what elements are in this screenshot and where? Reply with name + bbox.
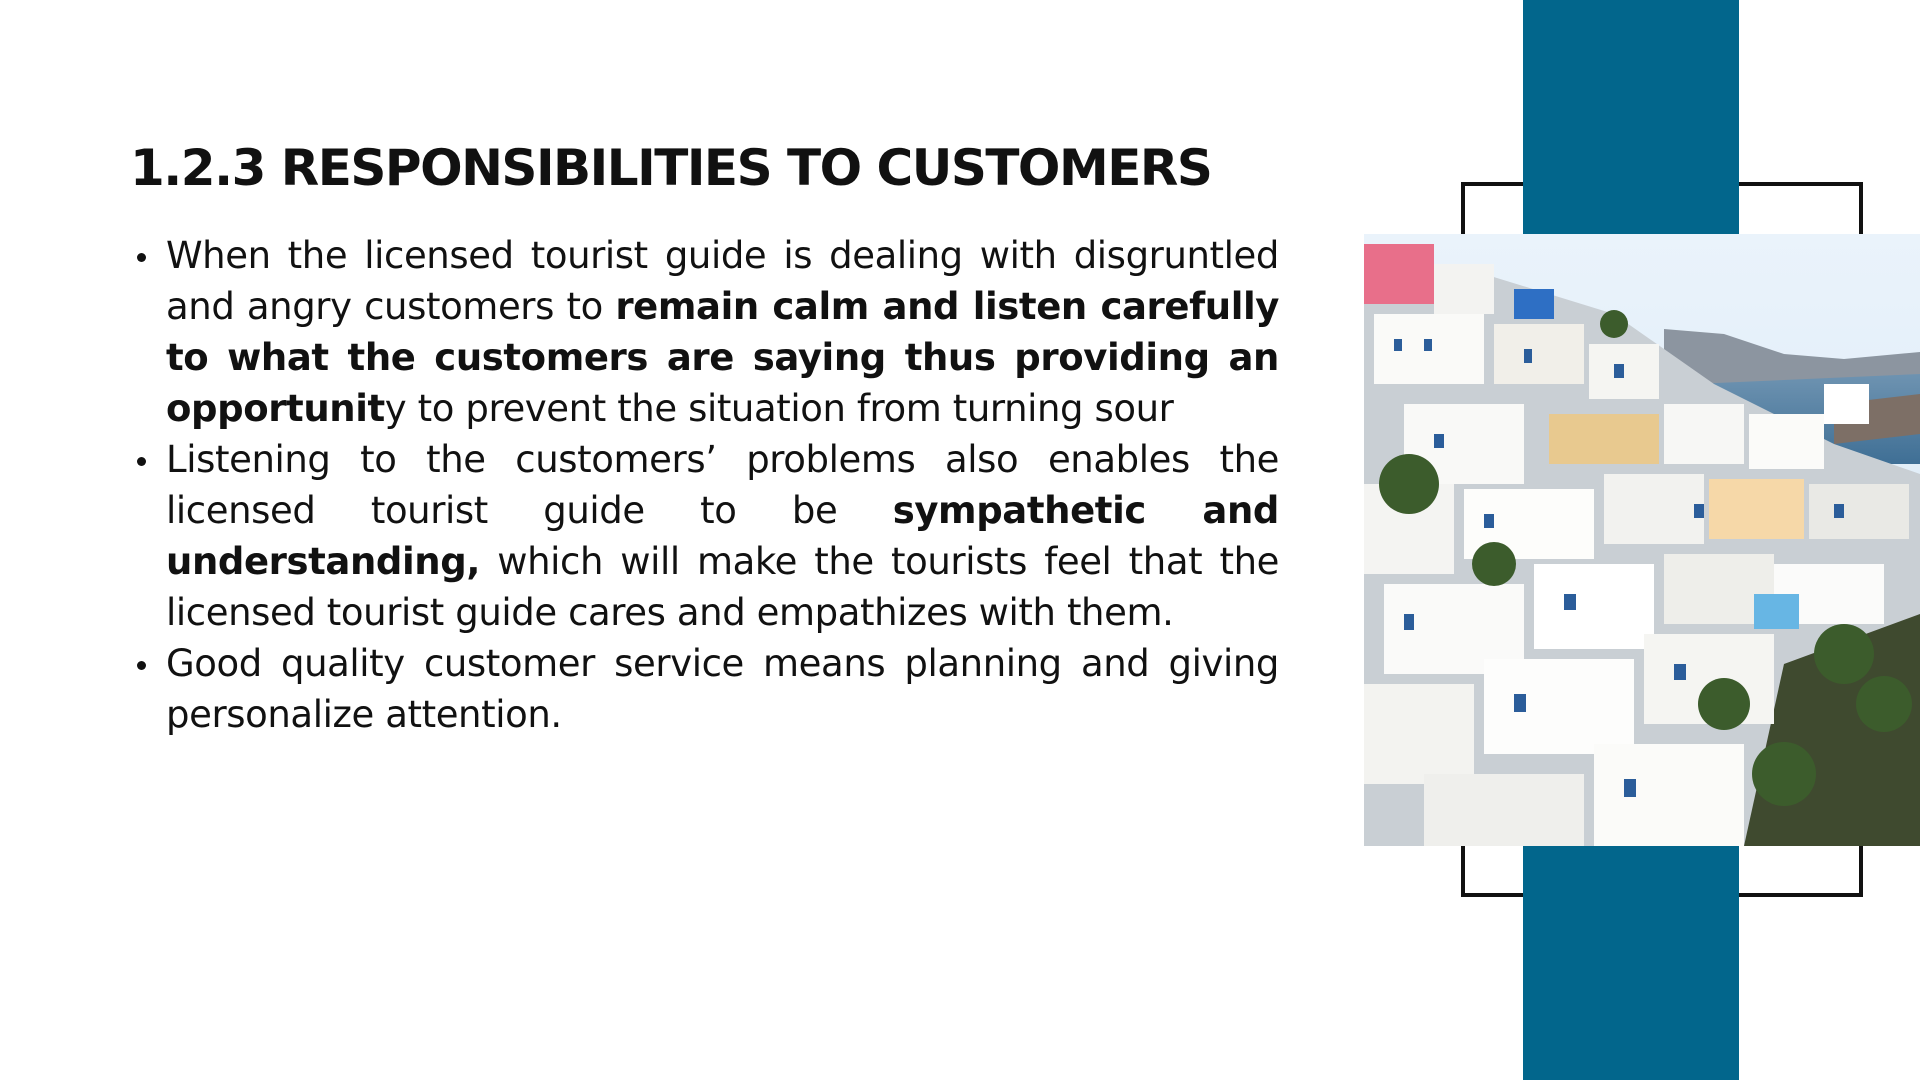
bullet-list xyxy=(166,230,1279,740)
bullet-text-bold: sympathetic and understanding, xyxy=(166,489,1279,583)
bullet-text: Listening to the customers’ problems also enables the licensed tourist guide to be xyxy=(166,438,1279,532)
bullet-item xyxy=(166,638,1279,740)
bullet-text: Good quality customer service means planning and giving personalize attention. xyxy=(166,642,1279,736)
bullet-item xyxy=(166,230,1279,434)
bullet-text: which will make the tourists feel that the licensed tourist guide cares and empathizes with them. xyxy=(166,540,1279,634)
bullet-text: y to prevent the situation from turning sour xyxy=(384,387,1174,430)
photo-illustration xyxy=(1364,234,1920,846)
slide-title: 1.2.3 RESPONSIBILITIES TO CUSTOMERS xyxy=(130,139,1212,197)
hillside-village-photo xyxy=(1364,234,1920,846)
bullet-text-bold: remain calm and listen carefully to what the customers are saying thus providing an opportunit xyxy=(166,285,1280,430)
bullet-item xyxy=(166,434,1279,638)
bullet-text: When the licensed tourist guide is dealing with disgruntled and angry customers to xyxy=(166,234,1279,328)
